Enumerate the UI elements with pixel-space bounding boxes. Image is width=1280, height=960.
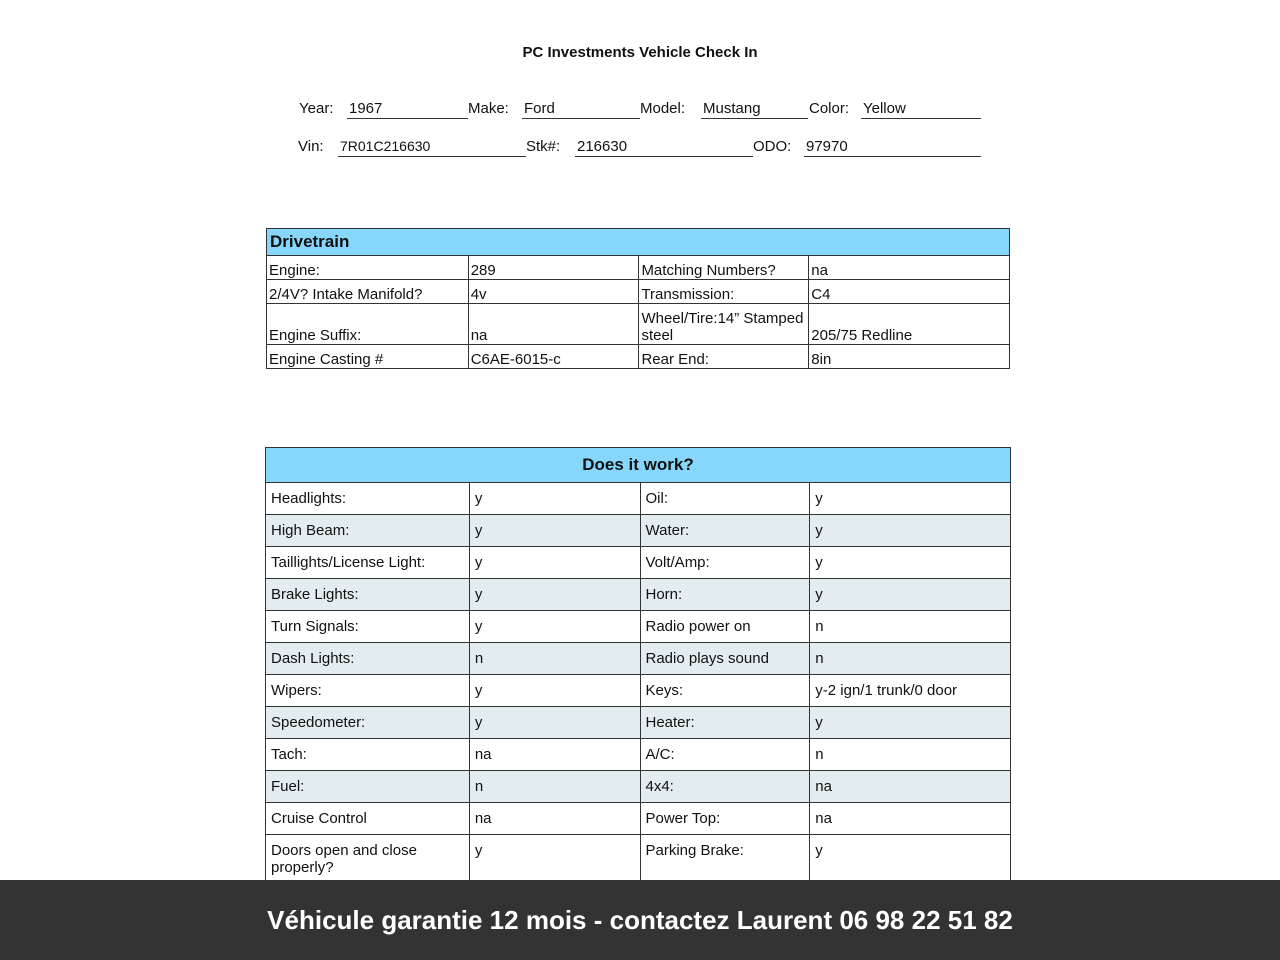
model-field[interactable]: Mustang [701, 100, 808, 119]
color-label: Color: [809, 100, 850, 117]
check-label: High Beam: [266, 515, 470, 547]
table-row [267, 345, 1010, 369]
check-value: n [810, 739, 1011, 771]
check-value: y [810, 707, 1011, 739]
check-value: y [810, 835, 1011, 885]
check-label: Fuel: [266, 771, 470, 803]
matching-numbers-label: Matching Numbers? [639, 256, 809, 280]
check-value: y [469, 835, 640, 885]
check-label: Brake Lights: [266, 579, 470, 611]
rear-end-value: 8in [809, 345, 1010, 369]
check-label: Horn: [640, 579, 810, 611]
make-label: Make: [468, 100, 509, 117]
engine-suffix-label: Engine Suffix: [267, 304, 469, 345]
rear-end-label: Rear End: [639, 345, 809, 369]
check-value: n [469, 771, 640, 803]
table-row [267, 280, 1010, 304]
contact-banner: Véhicule garantie 12 mois - contactez Laurent 06 98 22 51 82 [0, 880, 1280, 960]
check-label: Tach: [266, 739, 470, 771]
does-it-work-table [265, 447, 1011, 885]
table-row [267, 256, 1010, 280]
check-label: Radio power on [640, 611, 810, 643]
stk-field[interactable]: 216630 [575, 138, 753, 157]
intake-manifold-value: 4v [468, 280, 639, 304]
make-field[interactable]: Ford [522, 100, 640, 119]
check-value: na [810, 771, 1011, 803]
check-label: Heater: [640, 707, 810, 739]
check-label: Headlights: [266, 483, 470, 515]
table-row [266, 835, 1011, 885]
table-row [266, 771, 1011, 803]
model-label: Model: [640, 100, 686, 117]
check-label: Turn Signals: [266, 611, 470, 643]
check-value: y [469, 611, 640, 643]
check-value: y [810, 579, 1011, 611]
table-row [266, 643, 1011, 675]
check-value: na [810, 803, 1011, 835]
table-row [266, 803, 1011, 835]
table-row [266, 739, 1011, 771]
table-row [266, 707, 1011, 739]
check-label: Taillights/License Light: [266, 547, 470, 579]
engine-casting-value: C6AE-6015-c [468, 345, 639, 369]
check-label: Volt/Amp: [640, 547, 810, 579]
check-label: Speedometer: [266, 707, 470, 739]
check-value: y [810, 515, 1011, 547]
vehicle-row-1 [298, 100, 988, 122]
check-value: y [469, 579, 640, 611]
wheel-tire-label: Wheel/Tire:14” Stamped steel [639, 304, 809, 345]
check-value: y [810, 547, 1011, 579]
check-value: n [810, 611, 1011, 643]
check-value: y [469, 675, 640, 707]
wheel-tire-value: 205/75 Redline [809, 304, 1010, 345]
check-label: Parking Brake: [640, 835, 810, 885]
check-label: A/C: [640, 739, 810, 771]
drivetrain-heading: Drivetrain [267, 229, 1010, 256]
table-row [266, 611, 1011, 643]
color-field[interactable]: Yellow [861, 100, 981, 119]
check-value: y [469, 547, 640, 579]
table-row [266, 675, 1011, 707]
vehicle-row-2 [298, 138, 988, 160]
table-row [267, 304, 1010, 345]
check-value: na [469, 739, 640, 771]
transmission-label: Transmission: [639, 280, 809, 304]
stk-label: Stk#: [526, 138, 561, 155]
drivetrain-table [266, 228, 1010, 369]
table-row [266, 547, 1011, 579]
engine-suffix-value: na [468, 304, 639, 345]
odo-field[interactable]: 97970 [804, 138, 981, 157]
check-label: Radio plays sound [640, 643, 810, 675]
check-value: n [810, 643, 1011, 675]
transmission-value: C4 [809, 280, 1010, 304]
table-row [266, 579, 1011, 611]
intake-manifold-label: 2/4V? Intake Manifold? [267, 280, 469, 304]
check-label: Keys: [640, 675, 810, 707]
year-label: Year: [299, 100, 334, 117]
odo-label: ODO: [753, 138, 792, 155]
check-value: n [469, 643, 640, 675]
engine-label: Engine: [267, 256, 469, 280]
engine-value: 289 [468, 256, 639, 280]
check-label: Oil: [640, 483, 810, 515]
check-value: na [469, 803, 640, 835]
check-value: y [469, 515, 640, 547]
check-label: 4x4: [640, 771, 810, 803]
matching-numbers-value: na [809, 256, 1010, 280]
does-it-work-heading: Does it work? [266, 448, 1011, 483]
check-label: Water: [640, 515, 810, 547]
check-label: Dash Lights: [266, 643, 470, 675]
check-value: y-2 ign/1 trunk/0 door [810, 675, 1011, 707]
check-label: Cruise Control [266, 803, 470, 835]
table-row [266, 483, 1011, 515]
check-value: y [469, 483, 640, 515]
vin-field[interactable]: 7R01C216630 [338, 138, 526, 157]
engine-casting-label: Engine Casting # [267, 345, 469, 369]
check-label: Power Top: [640, 803, 810, 835]
table-row [266, 515, 1011, 547]
check-label: Wipers: [266, 675, 470, 707]
check-value: y [469, 707, 640, 739]
check-label: Doors open and close properly? [266, 835, 470, 885]
year-field[interactable]: 1967 [347, 100, 468, 119]
check-value: y [810, 483, 1011, 515]
vin-label: Vin: [298, 138, 324, 155]
document-title: PC Investments Vehicle Check In [522, 44, 758, 61]
